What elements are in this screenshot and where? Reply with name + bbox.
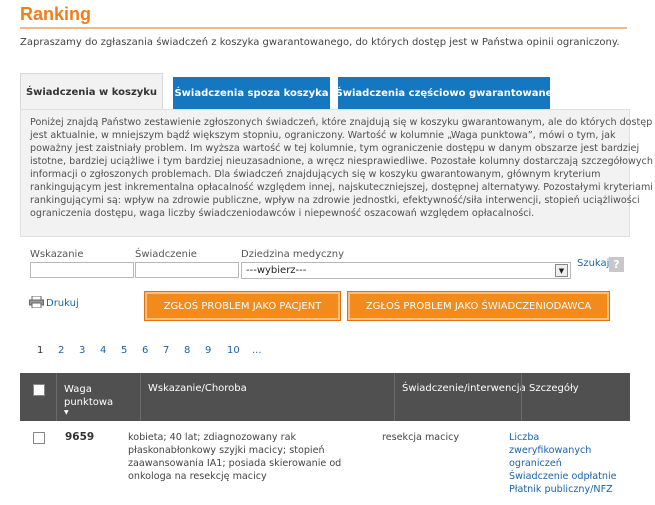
page-link-9[interactable]: 9	[205, 345, 212, 356]
description-line: rankingującymi są: wpływ na zdrowie publiczne, wpływ na zdrowie jednostki, efektywność/siła interwencji, stopień uciążliwości	[30, 195, 640, 206]
tab-bar	[20, 73, 630, 109]
description-line: poważny jest zaistniały problem. Im wyższa wartość w tej kolumnie, tym ograniczenie dostępu w danym obszarze jest bardziej	[30, 143, 640, 154]
page-link-more[interactable]: ...	[252, 345, 262, 356]
details-link[interactable]: zweryfikowanych	[509, 445, 592, 456]
description-line: ograniczenia dostępu, waga liczby świadczeniodawców i niepewność oszacowań względem opłacalności.	[30, 208, 535, 219]
tab-outside-basket[interactable]: Świadczenia spoza koszyka	[173, 77, 330, 109]
header-details: Szczegóły	[521, 373, 630, 421]
header-weight-line1: Waga	[64, 384, 92, 395]
help-icon[interactable]: ?	[609, 257, 624, 272]
print-link[interactable]: Drukuj	[46, 298, 79, 309]
row-checkbox[interactable]	[33, 432, 45, 444]
printer-icon[interactable]	[29, 296, 44, 308]
chevron-down-icon[interactable]: ▼	[555, 264, 568, 277]
details-link[interactable]: Świadczenie odpłatnie	[509, 471, 617, 482]
title-divider	[20, 27, 627, 29]
service-label: Świadczenie	[135, 249, 197, 260]
row-indication-line: płaskonabłonkowy szyjki macicy; stopień	[128, 445, 325, 456]
intro-text: Zapraszamy do zgłaszania świadczeń z koszyka gwarantowanego, do których dostęp jest w Państwa opinii ograniczony.	[20, 37, 620, 48]
header-service: Świadczenie/interwencja	[394, 373, 521, 421]
indication-input[interactable]	[30, 262, 134, 278]
page-link-10[interactable]: 10	[227, 345, 240, 356]
page-link-2[interactable]: 2	[58, 345, 65, 356]
tab-partially-guaranteed[interactable]: Świadczenia częściowo gwarantowane	[338, 77, 550, 109]
select-all-cell	[20, 373, 56, 421]
page-link-8[interactable]: 8	[184, 345, 191, 356]
page-link-7[interactable]: 7	[163, 345, 170, 356]
page-link-4[interactable]: 4	[100, 345, 107, 356]
page-title: Ranking	[20, 4, 92, 24]
table-row	[20, 421, 630, 505]
header-indication: Wskazanie/Choroba	[140, 373, 394, 421]
page-link-3[interactable]: 3	[79, 345, 86, 356]
description-line: jest aktualnie, w mniejszym bądź większym stopniu, ograniczony. Wartość w kolumnie „Waga punktowa”, mówi o tym, jak	[30, 130, 616, 141]
details-link[interactable]: Płatnik publiczny/NFZ	[509, 484, 613, 495]
select-all-checkbox[interactable]	[33, 384, 45, 396]
page-link-5[interactable]: 5	[121, 345, 128, 356]
page-link-6[interactable]: 6	[142, 345, 149, 356]
row-indication-line: onkologa na resekcję macicy	[128, 471, 267, 482]
medical-field-label: Dziedzina medyczny	[241, 249, 345, 260]
sort-down-icon: ▼	[64, 409, 69, 416]
description-line: istotne, bardziej uciążliwe i tym bardziej nieuzasadnione, a wręcz niesprawiedliwe. Pozostałe kolumny dostarczają szczegółowych	[30, 156, 653, 167]
row-indication-line: zaawansowania IA1; posiada skierowanie od	[128, 458, 342, 469]
medical-field-select[interactable]	[241, 262, 571, 279]
service-input[interactable]	[135, 262, 239, 278]
medical-field-selected: ---wybierz---	[246, 265, 307, 276]
description-line: informacji o zgłoszonych problemach. Dla świadczeń znajdujących się w koszyku gwarantowanym, głównym kryterium	[30, 169, 601, 180]
description-line: rankingującym jest inkrementalna opłacalność względem innej, najskuteczniejszej, dostępnej alternatywy. Pozostałymi kryteriami	[30, 182, 653, 193]
table-header	[20, 373, 630, 421]
details-link[interactable]: Liczba	[509, 432, 540, 443]
description-panel	[20, 109, 653, 237]
description-line: Poniżej znajdą Państwo zestawienie zgłoszonych świadczeń, które znajdują się w koszyku gwarantowanym, ale do których dostęp	[30, 117, 653, 128]
indication-label: Wskazanie	[30, 249, 84, 260]
tab-in-basket[interactable]: Świadczenia w koszyku	[20, 73, 163, 110]
row-details	[509, 431, 617, 496]
description-text	[30, 116, 653, 220]
search-link[interactable]: Szukaj	[577, 258, 610, 269]
row-indication	[128, 431, 341, 483]
row-weight: 9659	[65, 431, 95, 443]
report-as-patient-button[interactable]: ZGŁOŚ PROBLEM JAKO PACJENT	[145, 292, 340, 320]
report-as-provider-button[interactable]: ZGŁOŚ PROBLEM JAKO ŚWIADCZENIODAWCA	[348, 292, 609, 320]
header-weight-line2: punktowa	[64, 397, 114, 408]
header-weight[interactable]	[56, 373, 140, 421]
page-link-1[interactable]: 1	[37, 345, 44, 356]
row-indication-line: kobieta; 40 lat; zdiagnozowany rak	[128, 432, 297, 443]
row-service: resekcja macicy	[382, 432, 460, 443]
details-link[interactable]: ograniczeń	[509, 458, 562, 469]
